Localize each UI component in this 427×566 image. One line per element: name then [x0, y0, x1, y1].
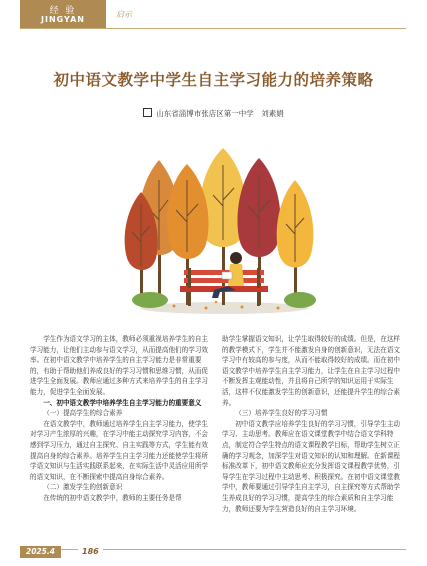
body-column-left — [30, 334, 209, 504]
section-heading: 一、初中语文教学中培养学生自主学习能力的重要意义 — [43, 398, 202, 407]
paragraph: 在语文教学中，教师通过培养学生自主学习能力，使学生对学习产生浓厚的兴趣，在学习中能主动探究学习内容，不会感到学习压力，通过自主探究、自主实践等方式，学生能有效提高自身的综合素养。培养学生自主学习能力还能使学生将所学语文知识与生活实践联系起来，在实际生活中灵活应用所学的语文知识，在不断探索中提高自身综合素养。 — [30, 419, 209, 481]
author-line — [0, 108, 427, 119]
section-tab — [20, 0, 106, 28]
autumn-park-illustration — [118, 140, 330, 320]
author-text: 山东省淄博市张店区第一中学 刘素娟 — [156, 109, 284, 118]
header-rule — [20, 28, 406, 29]
page-number: 186 — [78, 546, 103, 558]
paragraph: 助学生掌握语文知识，让学生取得较好的成绩。但是，在这样的教学模式下，学生并不能激发自身的创新意识，无法在语文学习中有较高的参与度，从而不能取得较好的成绩。而在初中语文教学中培养学生自主学习能力，让学生在自主学习过程中不断发挥主观能动性，并且将自己所学的知识运用于实际生活，这样不仅能激发学生的创新意识，还能提升学生的综合素养。 — [222, 335, 401, 407]
body-column-right — [222, 334, 405, 514]
paragraph: 在传统的初中语文教学中，教师的主要任务是帮 — [43, 493, 182, 502]
section-title-en: JINGYAN — [41, 15, 85, 24]
subsection-heading: （三）培养学生良好的学习习惯 — [235, 409, 328, 418]
section-title-cn: 经 验 — [49, 6, 77, 16]
bush-left — [132, 292, 168, 308]
bush-right — [284, 292, 316, 308]
article-title: 初中语文教学中学生自主学习能力的培养策略 — [53, 70, 374, 89]
issue-number: 2025.4 — [20, 546, 61, 558]
paragraph: 初中语文教学应培养学生良好的学习习惯，引导学生主动学习、主动思考。教师应在语文课堂教学中结合语文学科特点，制定符合学生特点的语文课程教学目标，帮助学生树立正确的学习观念，加深学生对语文知识的认知和理解。在新课程标准改革下，初中语文教师应充分发挥语文课程教学优势，引导学生在学习过程中主动思考、积极探究。在初中语文课堂教学中，教师要通过引导学生自主学习，自主探究等方式帮助学生养成良好的学习习惯，提高学生的综合素质和自主学习能力，教师还要为学生营造良好的自主学习环境。 — [222, 419, 401, 513]
paragraph: 学生作为语文学习的主体，教师必须重视培养学生的自主学习能力，让他们主动参与语文学习，从而提高他们的学习效率。在初中语文教学中培养学生的自主学习能力是非常重要的，有助于帮助他们养成良好的学习习惯和思维习惯，从而促进学生全面发展。教师应通过多种方式来培养学生的自主学习能力，促进学生全面发展。 — [30, 335, 209, 396]
page-footer — [20, 546, 406, 558]
subsection-label: 启示 — [116, 10, 132, 19]
subsection-heading: （一）提高学生的综合素养 — [43, 409, 123, 418]
checkbox-marker-icon — [143, 108, 152, 117]
subsection-heading: （二）激发学生的创新意识 — [43, 483, 123, 492]
tree-right-yellow — [277, 180, 314, 305]
